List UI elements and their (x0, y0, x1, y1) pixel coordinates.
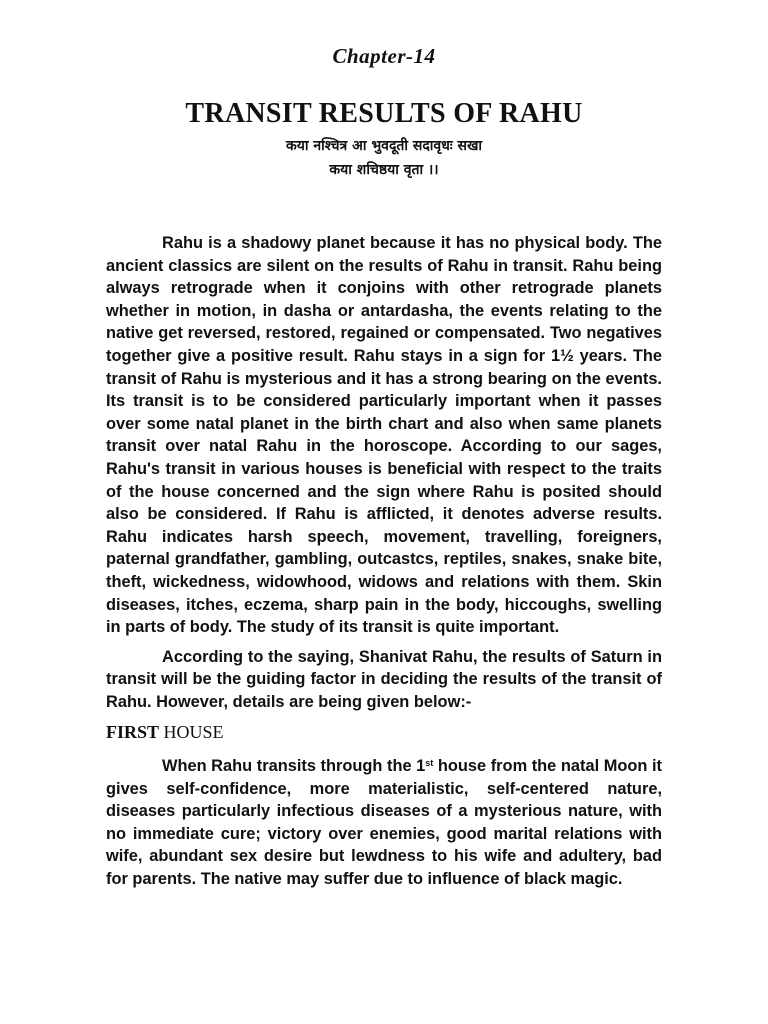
chapter-title: TRANSIT RESULTS OF RAHU (185, 98, 583, 129)
chapter-label: Chapter-14 (332, 44, 436, 68)
first-house-text-start: When Rahu transits through the 1 (162, 757, 426, 776)
first-house-paragraph (106, 752, 662, 891)
section-heading-first-house (106, 721, 662, 744)
sanskrit-verse-line-2: कया शचिष्ठया वृता ।। (329, 162, 439, 178)
section-heading-bold: FIRST (106, 722, 160, 743)
sanskrit-verse-line-1: कया नश्चित्र आ भुवदूती सदावृधः सखा (285, 138, 483, 154)
intro-paragraph-2: According to the saying, Shanivat Rahu, the results of Saturn in transit will be the guiding factor in deciding the results of the transit of Rahu. However, details are being given below:- (106, 647, 662, 711)
ordinal-suffix: st (425, 758, 434, 769)
intro-paragraph-1: Rahu is a shadowy planet because it has no physical body. The ancient classics are silent on the results of Rahu in transit. Rahu being always retrograde when it conjoins with other retrograde planets whether in motion, in dasha or antardasha, the events relating to the native get reversed, restored, regained or compensated. Two negatives together give a positive result. Rahu stays in a sign for 1½ years. The transit of Rahu is mysterious and it has a strong bearing on the events. Its transit is to be considered particularly important when it passes over some natal planet in the birth chart and also when same planets transit over natal Rahu in the horoscope. According to our sages, Rahu's transit in various houses is beneficial with respect to the traits of the house concerned and the sign where Rahu is posited should also be considered. If Rahu is afflicted, it denotes adverse results. Rahu indicates harsh speech, movement, travelling, foreigners, paternal grandfather, gambling, outcastcs, reptiles, snakes, snake bite, theft, wickedness, widowhood, widows and relations with them. Skin diseases, itches, eczema, sharp pain in the body, hiccoughs, swelling in parts of body. The study of its transit is quite important. (106, 234, 662, 637)
first-house-text-end: house from the natal Moon it gives self-confidence, more materialistic, self-centered nature, diseases particularly infectious diseases of a mysterious nature, with no immediate cure; victory over enemies, good marital relations with wife, abundant sex desire but lewdness to his wife and adultery, bad for parents. The native may suffer due to influence of black magic. (106, 757, 662, 889)
chapter-body (106, 232, 662, 891)
section-heading-rest: HOUSE (159, 722, 224, 743)
